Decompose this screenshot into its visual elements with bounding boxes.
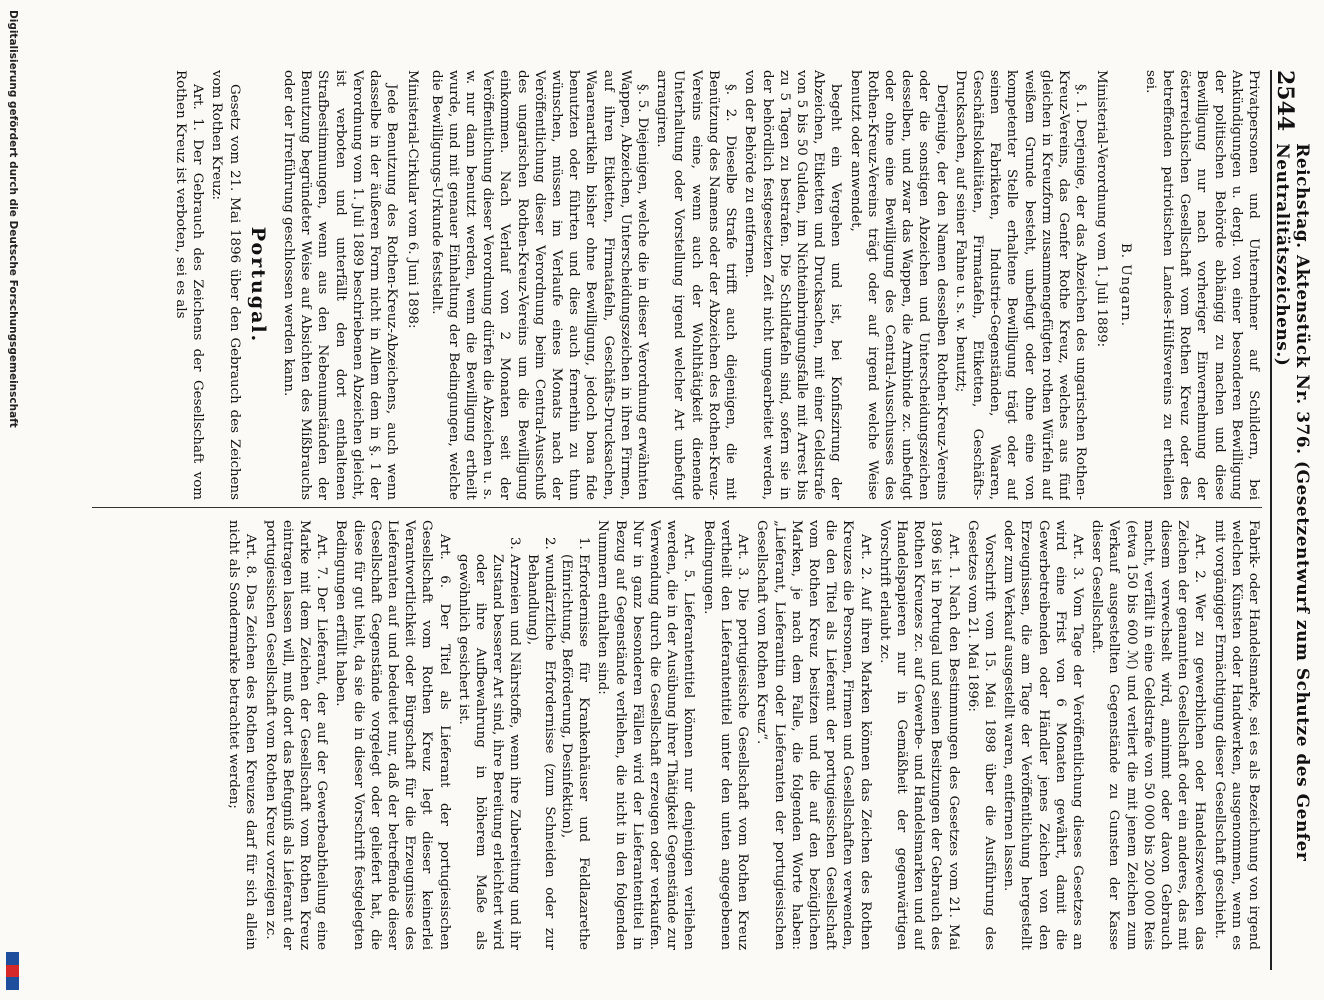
decree-title: Ministerial-Verordnung vom 1. Juli 1889:: [1094, 70, 1110, 348]
funding-notice: Digitalisierung gefördert durch die Deutsche Forschungsgemeinschaft: [7, 10, 19, 428]
paragraph: Art. 8. Das Zeichen des Rothen Kreuzes darf für sich allein nicht als Sondermarke betrachtet werden;: [226, 520, 259, 950]
left-column: [92, 70, 1262, 500]
section-heading: B. Ungarn.: [1117, 242, 1133, 328]
numbered-list: [455, 520, 593, 950]
digitization-footer: [2, 0, 24, 1000]
paragraph: Fabrik- oder Handelsmarke, sei es als Bezeichnung von irgend welchen Künsten oder Handwerken, ausgenommen, wenn es mit vorgängiger Ermächtigung dieser Gesellschaft geschieht.: [1211, 520, 1261, 950]
paragraph: Privatpersonen und Unternehmer auf Schildern, bei Ankündigungen u. dergl. von einer besonderen Bewilligung der politischen Behörde abhängig zu machen und diese Bewilligung nur nach vorheriger Einvernehmung der österreichischen Gesellschaft vom Rothen Kreuz oder des betreffenden patriotischen Landes-Hülfsvereins zu ertheilen sei.: [1142, 70, 1261, 500]
dfg-logo: [7, 952, 20, 990]
paragraph: begeht ein Vergehen und ist, bei Konfiszirung der Abzeichen, Etiketten und Drucksachen, mit einer Geldstrafe von 5 bis 50 Gulden, im Nichteinbringungsfalle mit Arrest bis zu 5 Tagen zu bestrafen. Die Schildtafeln sind, sofern sie in der behördlich festgesetzten Zeit nicht umgearbeitet werden, von der Behörde zu entfernen.: [742, 70, 844, 500]
paragraph: Derjenige, der den Namen desselben Rothen-Kreuz-Vereins oder die sonstigen Abzeichen und Unterscheidungszeichen desselben, und zwar das Wappen, die Armbinde zc. unbefugt oder ohne eine Bewilligung des Central-Ausschusses des Rothen-Kreuz-Vereins trägt oder auf irgend welche Weise benutzt oder anwendet,: [847, 70, 949, 500]
paragraph: §. 5. Diejenigen, welche die in dieser Verordnung erwähnten Wappen, Abzeichen, Unterscheidungszeichen in ihren Firmen, auf ihren Etiketten, Firmatafeln, Geschäfts-Drucksachen, Waarenartikeln bisher ohne Bewilligung, jedoch bona fide benutzten oder führten und dies auch fernerhin zu thun wünschen, müssen im Verlaufe eines Monats nach der Veröffentlichung dieser Verordnung beim Central-Ausschuß des ungarischen Rothen-Kreuz-Vereins um die Bewilligung einkommen. Nach Verlauf von 2 Monaten seit der Veröffentlichung dieser Verordnung dürfen die Abzeichen u. s. w. nur dann benutzt werden, wenn die Bewilligung ertheilt wurde, und mit genauer Einhaltung der Bedingungen, welche die Bewilligungs-Urkunde feststellt.: [428, 70, 651, 500]
right-column: [92, 520, 1262, 950]
paragraph: Art. 2. Auf ihren Marken können das Zeichen des Rothen Kreuzes die Personen, Firmen und Gesellschaften verwenden, die den Titel als Lieferant der portugiesischen Gesellschaft vom Rothen Kreuz besitzen und die auf den bezüglichen Marken, je nach dem Falle, die folgenden Worte haben: „Lieferant, Lieferantin oder Lieferanten der portugiesischen Gesellschaft vom Rothen Kreuz“.: [754, 520, 873, 950]
paragraph: Art. 7. Der Lieferant, der auf der Gewerbeabtheilung eine Marke mit dem Zeichen der Gesellschaft vom Rothen Kreuz eintragen lassen will, muß dort das Befugniß als Lieferant der portugiesischen Gesellschaft vom Rothen Kreuz vorzeigen zc.: [262, 520, 330, 950]
column-divider: [92, 507, 1262, 508]
decree-title: Vorschrift vom 15. Mai 1898 über die Ausführung des Gesetzes vom 21. Mai 1896:: [964, 520, 997, 950]
list-item: 3. Arzneien und Nährstoffe, wenn ihre Zubereitung und ihr Zustand besserer Art sind, ihre Bereitung erleichtert wird oder ihre Aufbewahrung in höherem Maße als gewöhnlich gesichert ist.: [455, 554, 524, 950]
paragraph: §. 1. Derjenige, der das Abzeichen des ungarischen Rothen-Kreuz-Vereins, das Genfer Rothe Kreuz, welches aus fünf gleichen in Kreuzform zusammengefügten rothen Würfeln auf weißem Grunde besteht, unbefugt oder ohne eine von kompetenter Stelle erhaltene Bewilligung trägt oder auf seinen Fabrikaten, Industrie-Gegenständen, Waaren, Geschäftslokalitäten, Firmatafeln, Etiketten, Geschäfts-Drucksachen, auf seiner Fahne u. s. w. benutzt;: [952, 70, 1089, 500]
paragraph: Art. 1. Der Gebrauch des Zeichens der Gesellschaft vom Rothen Kreuz ist verboten, sei es als: [173, 70, 206, 500]
circular-title: Ministerial-Cirkular vom 6. Juni 1898:: [405, 70, 421, 329]
paragraph: Art. 3. Vom Tage der Veröffentlichung dieses Gesetzes an wird eine Frist von 6 Monaten gewährt, damit die Gewerbetreibenden oder Händler jenes Zeichen von den Erzeugnissen, die am Tage der Veröffentlichung hergestellt oder zum Verkauf ausgestellt waren, entfernen lassen.: [1001, 520, 1085, 950]
paragraph: Art. 2. Wer zu gewerblichen oder Handelszwecken das Zeichen der genannten Gesellschaft oder ein anderes, das mit diesem verwechselt wird, annimmt oder davon Gebrauch macht, verfällt in eine Geldstrafe von 50 000 bis 200 000 Reis (etwa 150 bis 600 ℳ) und verliert die mit jenem Zeichen zum Verkauf ausgestellten Gegenstände zu Gunsten der Kasse dieser Gesellschaft.: [1089, 520, 1208, 950]
paragraph: Art. 1. Nach den Bestimmungen des Gesetzes vom 21. Mai 1896 ist in Portugal und seinen Besitzungen der Gebrauch des Rothen Kreuzes zc. auf Gewerbe- und Handelsmarken und auf Handelspapieren nur in Gemäßheit der gegenwärtigen Vorschrift erlaubt zc.: [876, 520, 961, 950]
paragraph: Art. 5. Lieferantentitel können nur denjenigen verliehen werden, die in der Ausübung ihrer Thätigkeit Gegenstände zur Verwendung durch die Gesellschaft erzeugen oder verkaufen. Nur in ganz besonderen Fällen wird der Lieferantentitel in Bezug auf Gegenstände verliehen, die nicht in den folgenden Nummern enthalten sind:: [595, 520, 697, 950]
list-item: 1. Erfordernisse für Krankenhäuser und Feldlazarethe (Einrichtung, Beförderung, Desinfektion),: [558, 554, 592, 950]
page-header: [1270, 70, 1318, 970]
list-item: 2. wundärztliche Erfordernisse (zum Schneiden oder zur Behandlung),: [523, 554, 557, 950]
paragraph: Art. 6. Der Titel als Lieferant der portugiesischen Gesellschaft vom Rothen Kreuz legt dieser keinerlei Verantwortlichkeit oder Bürgschaft für die Erzeugnisse des Lieferanten auf und bedeutet nur, daß der betreffende dieser Gesellschaft Gegenstände vorgelegt oder geliefert hat, die diese für gut hielt, da sie die in dieser Vorschrift festgelegten Bedingungen erfüllt haben.: [333, 520, 452, 950]
paragraph: Jede Benutzung des Rothen-Kreuz-Abzeichens, auch wenn dasselbe in der äußeren Form nicht in Allem dem in §. 1 der Verordnung vom 1. Juli 1889 beschriebenen Abzeichen gleicht, ist verboten und unterfällt den dort enthaltenen Strafbestimmungen, wenn aus den Nebenumständen der Benutzung begründeter Weise auf Absichten des Mißbrauchs oder der Irreführung geschlossen werden kann.: [281, 70, 400, 500]
page-title: Reichstag. Aktenstück Nr. 376. (Gesetzentwurf zum Schutze des Genfer Neutralitätszeichens.): [1272, 143, 1312, 862]
paragraph: §. 2. Dieselbe Strafe trifft auch diejenigen, die mit Benützung des Namens oder der Abzeichen des Rothen-Kreuz-Vereins eine, wenn auch der Wohlthätigkeit dienende Unterhaltung oder Vorstellung irgend welcher Art unbefugt arrangiren.: [654, 70, 739, 500]
paragraph: Art. 3. Die portugiesische Gesellschaft vom Rothen Kreuz vertheilt den Lieferantentitel unter den unten angegebenen Bedingungen.: [700, 520, 751, 950]
country-heading: Portugal.: [246, 226, 269, 344]
page-number: 2544: [1272, 70, 1298, 132]
law-title: Gesetz vom 21. Mai 1896 über den Gebrauch des Zeichens vom Rothen Kreuz:: [209, 70, 242, 500]
